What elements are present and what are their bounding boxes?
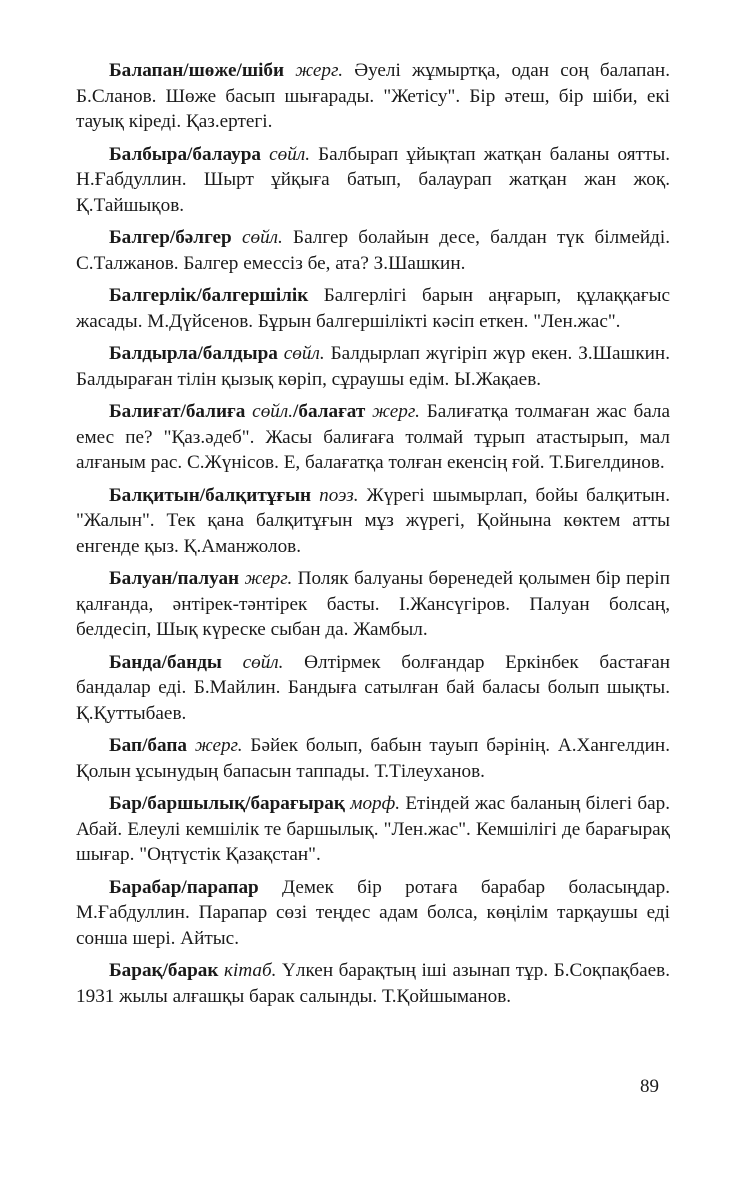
entry-body: Балиғатқа толмаған жас бала емес пе? "Қаз.әдеб". Жасы балиғаға толмай тұрып атастырып, мал алғаным рас. С.Жүнісов. Е, балағатқа толған екенсің ғой. Т.Бигелдинов. bbox=[76, 401, 670, 473]
entry-usage-label: сөйл. bbox=[269, 143, 311, 165]
entry-body: Балбырап ұйықтап жатқан баланы оятты. Н.Ғабдуллин. Шырт ұйқыға батып, балаурап жатқан жан жоқ. Қ.Тайшықов. bbox=[76, 143, 671, 216]
entry-headword: Барақ/барак bbox=[109, 960, 219, 981]
entry-usage-label: жерг. bbox=[295, 60, 344, 81]
entry-headword: Бап/бапа bbox=[109, 735, 187, 756]
entry-baldyrla bbox=[76, 341, 670, 392]
entry-balger bbox=[76, 225, 670, 276]
entry-usage-label: сөйл. bbox=[283, 343, 325, 364]
entry-headword: Балбыра/балаура bbox=[109, 143, 261, 165]
entry-headword: Балуан/палуан bbox=[109, 568, 240, 589]
entry-barabar bbox=[76, 875, 670, 952]
page-number: 89 bbox=[640, 1076, 659, 1097]
entry-headword: Бар/баршылық/барағырақ bbox=[109, 793, 345, 814]
entry-body: Бәйек болып, бабын тауып бәрінің. А.Хангелдин. Қолын ұсынудың бапасын таппады. Т.Тілеуханов. bbox=[76, 735, 670, 782]
entry-usage-label: кітаб. bbox=[224, 960, 277, 981]
entry-usage-label: сөйл. bbox=[242, 651, 284, 673]
entry-usage-label-variant: жерг. bbox=[372, 401, 420, 422]
entry-headword: Балапан/шөже/шіби bbox=[109, 60, 285, 81]
entry-banda bbox=[76, 650, 670, 727]
entry-body: Үлкен барақтың іші азынап тұр. Б.Соқпақбаев. 1931 жылы алғашқы барак салынды. Т.Қойшыманов. bbox=[76, 960, 670, 1007]
entry-usage-label: жерг. bbox=[194, 735, 243, 756]
entry-body: Етіндей жас баланың білегі бар. Абай. Елеулі кемшілік те баршылық. "Лен.жас". Кемшілігі де барағырақ шығар. "Оңтүстік Қазақстан". bbox=[76, 793, 670, 865]
entry-body: Балдырлап жүгіріп жүр екен. З.Шашкин. Балдыраған тілін қызық көріп, сұраушы едім. Ы.Жақаев. bbox=[76, 343, 670, 390]
entry-usage-label: сөйл. bbox=[241, 227, 283, 248]
entry-body: Поляк балуаны бөренедей қолымен бір періп қалғанда, әнтірек-тәнтірек басты. І.Жансүгіров. Палуан болсаң, белдесіп, Шық күреске сыбан да. Жамбыл. bbox=[76, 568, 670, 640]
entry-baluan bbox=[76, 566, 670, 643]
dictionary-page bbox=[76, 58, 670, 1016]
entry-headword: Балдырла/балдыра bbox=[109, 343, 278, 364]
entry-headword: Балқитын/балқитұғын bbox=[109, 484, 312, 506]
entry-headword: Балиғат/балиға bbox=[109, 401, 246, 422]
entry-barak bbox=[76, 958, 670, 1009]
entry-balkityn bbox=[76, 483, 670, 560]
entry-balgerlik bbox=[76, 283, 670, 334]
entry-bap bbox=[76, 733, 670, 784]
entry-headword: Барабар/парапар bbox=[109, 876, 259, 898]
entry-body: Жүрегі шымырлап, бойы балқитын. "Жалын". Тек қана балқитұғын мұз жүрегі, Қойнына көктем атты енгенде қыз. Қ.Аманжолов. bbox=[76, 484, 670, 557]
entry-body: Әуелі жұмыртқа, одан соң балапан. Б.Сланов. Шөже басып шығарады. "Жетісу". Бір әтеш, бір шіби, екі тауық кіреді. Қаз.ертегі. bbox=[76, 60, 670, 132]
entry-headword: Банда/банды bbox=[109, 651, 222, 673]
entry-headword: Балгер/бәлгер bbox=[109, 227, 232, 248]
entry-usage-label: сөйл. bbox=[252, 401, 294, 422]
entry-body: Балгер болайын десе, балдан түк білмейді. С.Талжанов. Балгер емессіз бе, ата? З.Шашкин. bbox=[76, 227, 670, 274]
entry-body: Демек бір ротаға барабар боласыңдар. М.Ғабдуллин. Парапар сөзі теңдес адам болса, көңілім тарқаушы еді сонша шері. Айтыс. bbox=[76, 876, 670, 949]
entry-headword: Балгерлік/балгершілік bbox=[109, 285, 309, 306]
entry-body: Балгерлігі барын аңғарып, құлаққағыс жасады. М.Дүйсенов. Бұрын балгершілікті кәсіп еткен. "Лен.жас". bbox=[76, 285, 670, 332]
entry-balbyra bbox=[76, 142, 670, 219]
entry-headword-variant: /балағат bbox=[293, 401, 366, 422]
entry-usage-label: поэз. bbox=[319, 484, 359, 506]
entry-body: Өлтірмек болғандар Еркінбек бастаған бандалар еді. Б.Майлин. Бандыға сатылған бай баласы болып шықты. Қ.Қуттыбаев. bbox=[76, 651, 670, 724]
entry-balapan bbox=[76, 58, 670, 135]
entry-bar bbox=[76, 791, 670, 868]
entry-usage-label: морф. bbox=[350, 793, 401, 814]
entry-baligat bbox=[76, 399, 670, 476]
entry-usage-label: жерг. bbox=[244, 568, 293, 589]
